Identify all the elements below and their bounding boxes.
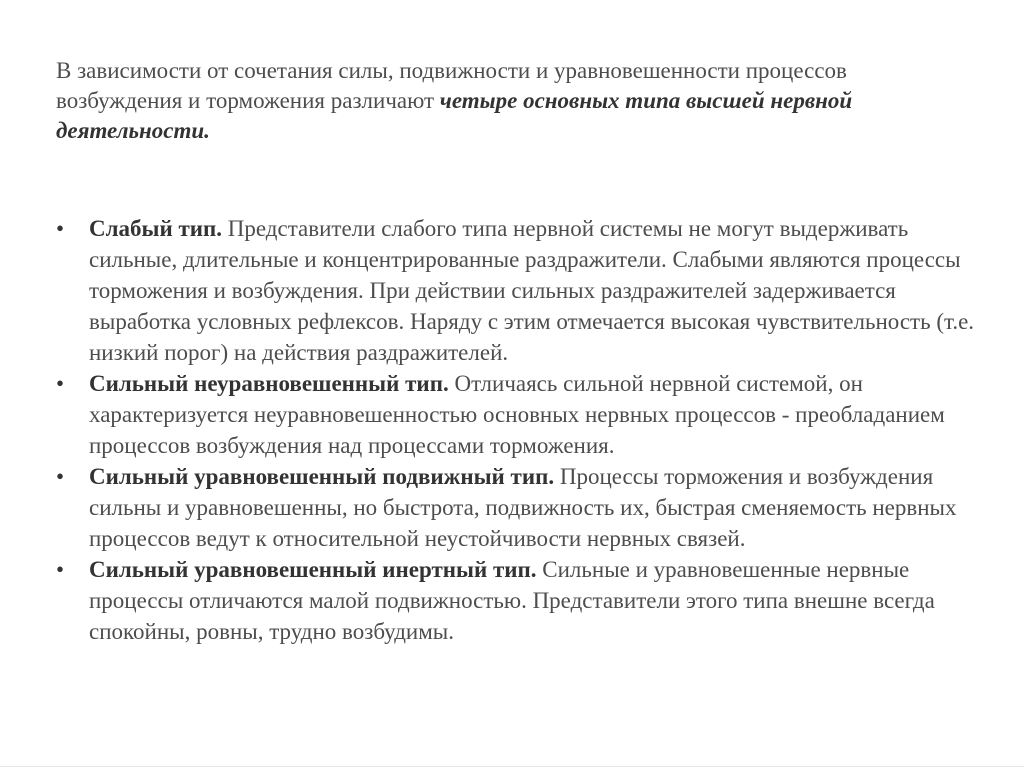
intro-paragraph — [56, 56, 976, 146]
intro-emphasis: четыре основных типа высшей нервной деятельности. — [56, 88, 853, 143]
type-term: Сильный уравновешенный инертный тип. — [89, 557, 537, 582]
bullet-icon: • — [56, 371, 65, 396]
type-description: Сильные и уравновешенные нервные процессы отличаются малой подвижностью. Представители этого типа внешне всегда спокойны, ровны, трудно возбудимы. — [89, 557, 935, 644]
list-item — [56, 554, 991, 647]
type-description: Процессы торможения и возбуждения сильны и уравновешенны, но быстрота, подвижность их, быстрая сменяемость нервных процессов ведут к относительной неустойчивости нервных связей. — [89, 464, 957, 551]
types-list — [56, 213, 991, 647]
type-term: Сильный уравновешенный подвижный тип. — [89, 464, 555, 489]
bullet-icon: • — [56, 464, 65, 489]
bullet-icon: • — [56, 216, 65, 241]
list-item — [56, 461, 991, 554]
intro-text: В зависимости от сочетания силы, подвижности и уравновешенности процессов возбуждения и торможения различают — [56, 58, 847, 113]
type-description: Представители слабого типа нервной системы не могут выдерживать сильные, длительные и концентрированные раздражители. Слабыми являются процессы торможения и возбуждения. При действии сильных раздражителей задерживается выработка условных рефлексов. Наряду с этим отмечается высокая чувствительность (т.е. низкий порог) на действия раздражителей. — [89, 216, 975, 365]
list-item — [56, 213, 991, 368]
type-description: Отличаясь сильной нервной системой, он характеризуется неуравновешенностью основных нервных процессов - преобладанием процессов возбуждения над процессами торможения. — [89, 371, 945, 458]
list-item — [56, 368, 991, 461]
type-term: Слабый тип. — [89, 216, 223, 241]
bullet-icon: • — [56, 557, 65, 582]
type-term: Сильный неуравновешенный тип. — [89, 371, 449, 396]
